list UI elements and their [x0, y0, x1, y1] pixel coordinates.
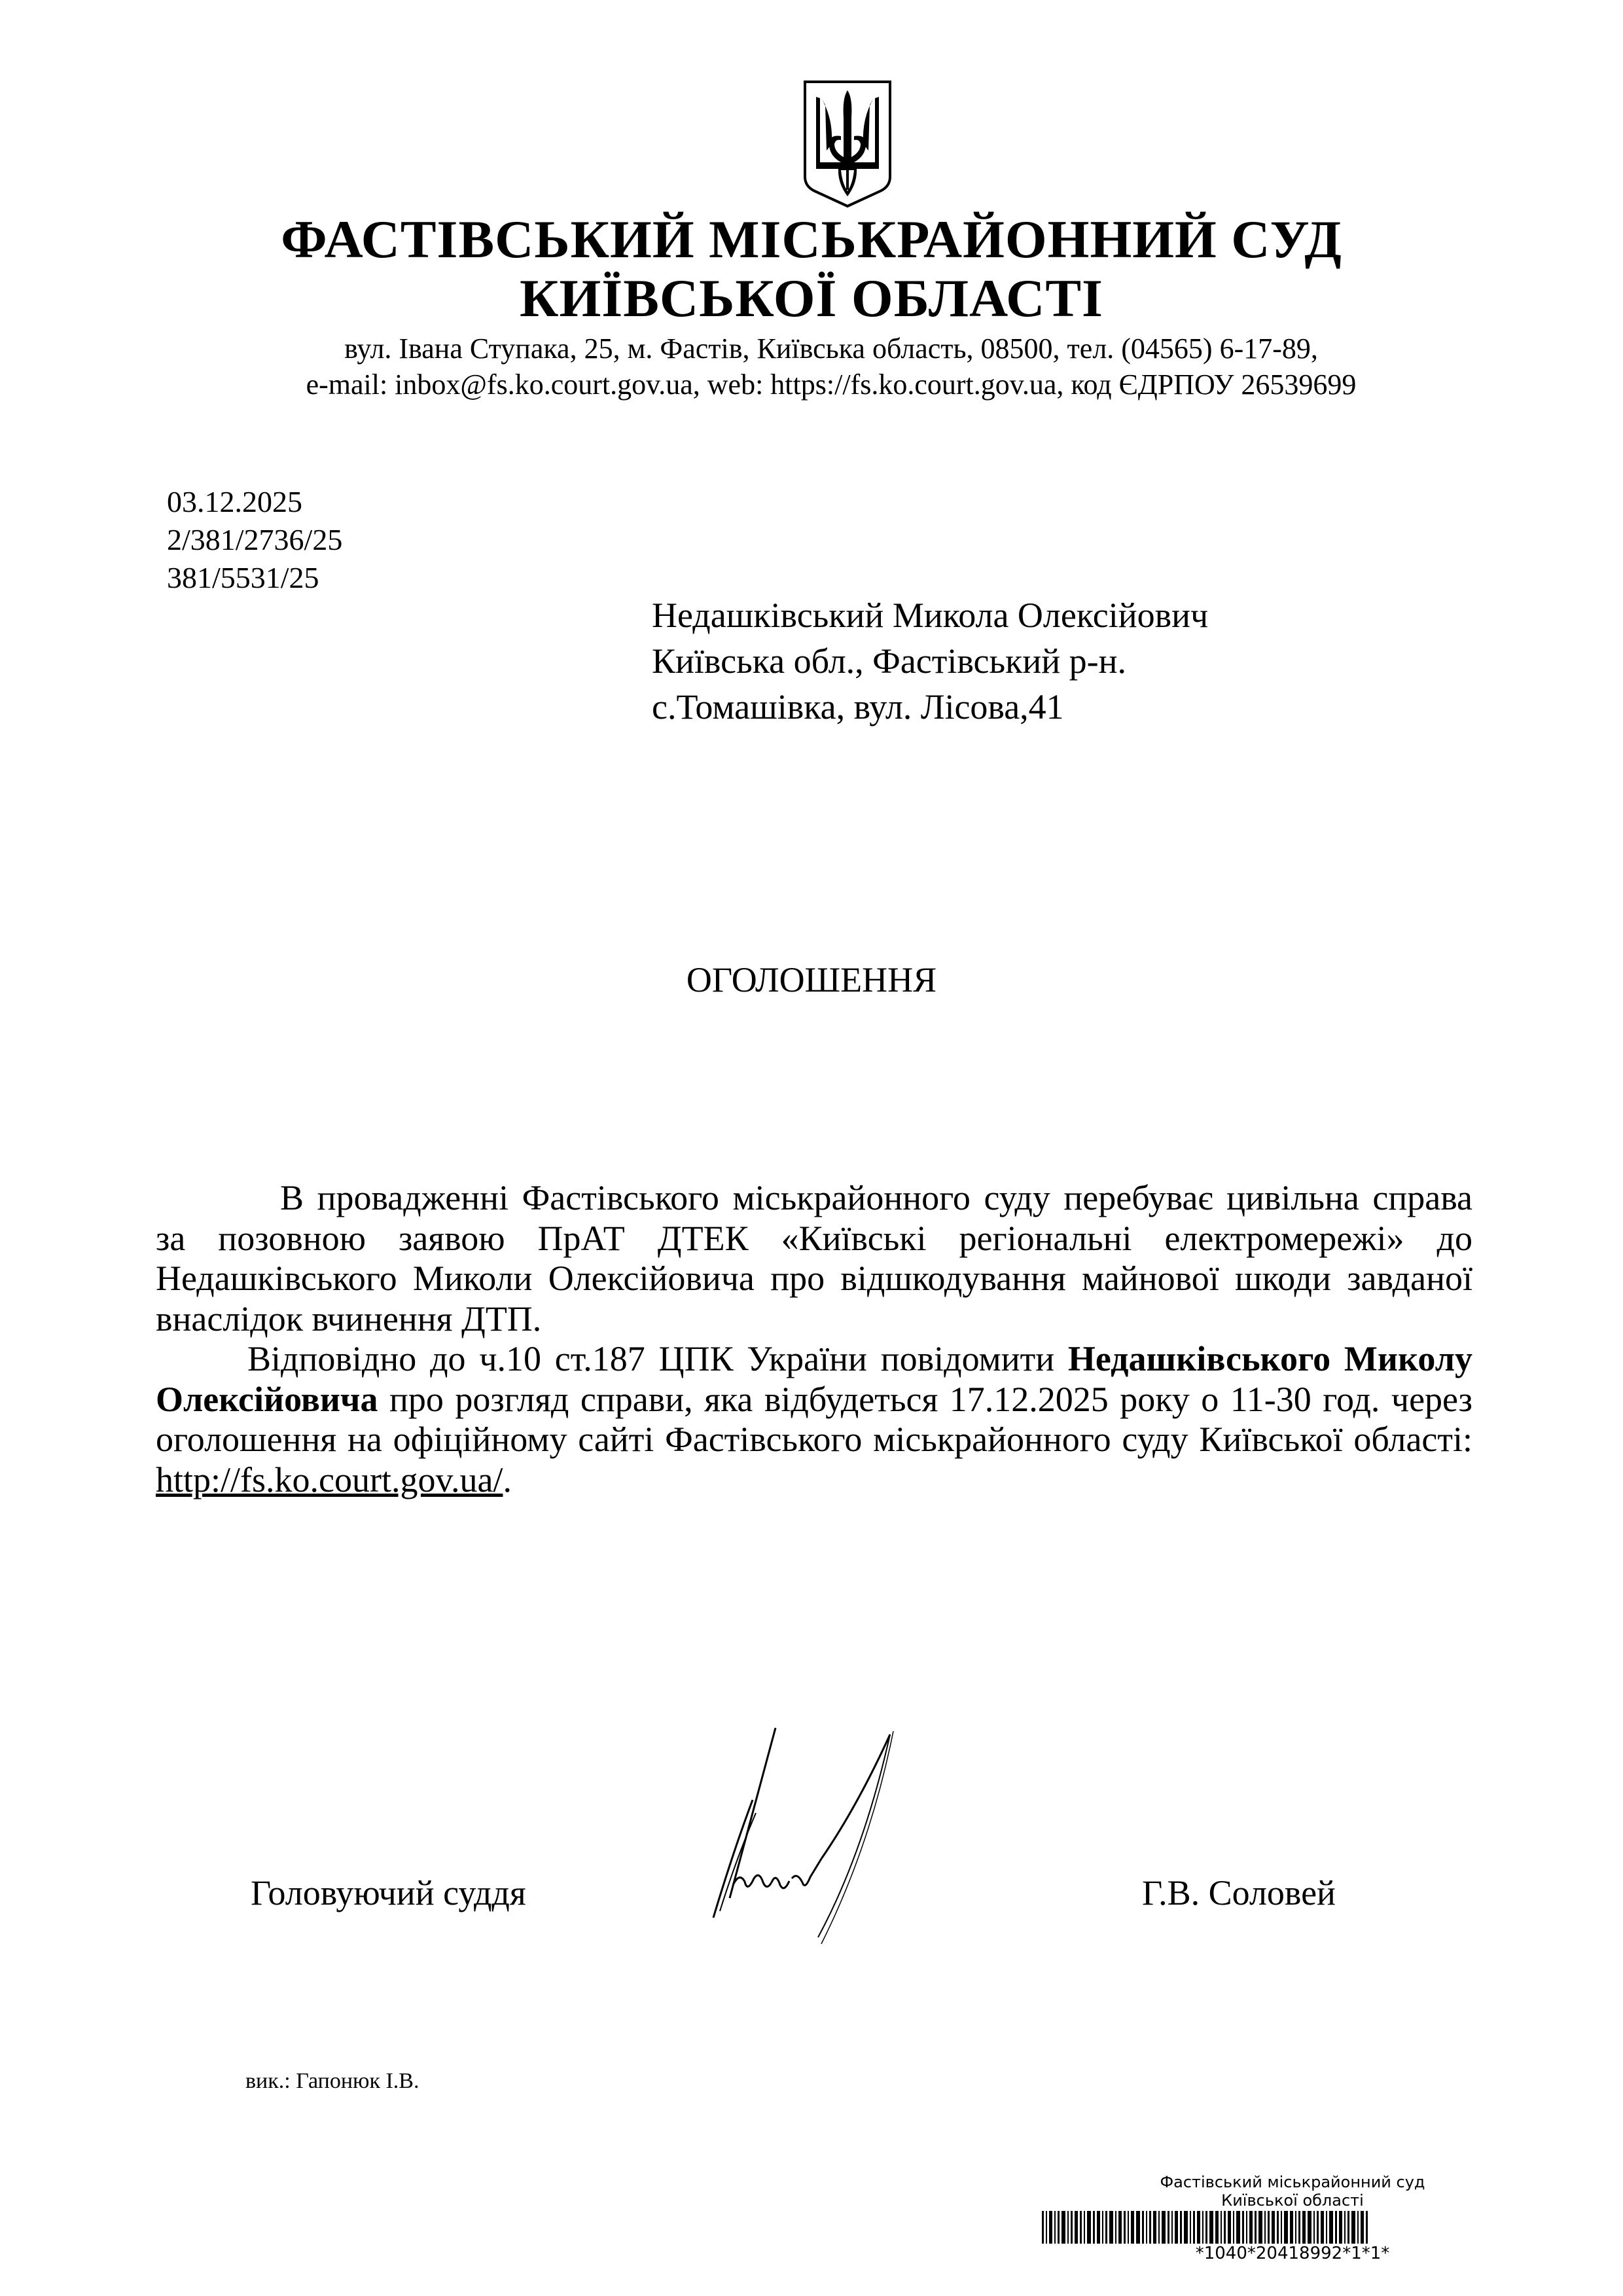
document-heading: ОГОЛОШЕННЯ: [686, 960, 937, 999]
defendant-name-bold: Недашківського Миколу Олексійовича: [156, 1339, 1472, 1419]
registration-stamp: [1027, 2173, 1558, 2263]
recipient-name: Недашківський Микола Олексійович: [652, 596, 1209, 635]
recipient-street: с.Томашівка, вул. Лісова,41: [652, 687, 1064, 726]
court-contacts: e-mail: inbox@fs.ko.court.gov.ua, web: https://fs.ko.court.gov.ua, код ЄДРПОУ 26539699: [306, 368, 1357, 401]
document-body: [156, 1178, 1472, 1500]
court-address: вул. Івана Ступака, 25, м. Фастів, Київська область, 08500, тел. (04565) 6-17-89,: [344, 332, 1318, 365]
paragraph-2-end: .: [503, 1460, 512, 1499]
court-name-line2: КИЇВСЬКОЇ ОБЛАСТІ: [520, 268, 1103, 328]
recipient-block: [652, 592, 1208, 730]
paragraph-2: [156, 1339, 1472, 1500]
paragraph-1: В провадженні Фастівського міськрайонного суду перебуває цивільна справа за позовною заявою ПрАТ ДТЕК «Київські регіональні електромережі» до Недашківського Миколи Олексійовича про відшкодування майнової шкоди завданої внаслідок вчинення ДТП.: [156, 1178, 1472, 1338]
paragraph-2-text: Відповідно до ч.10 ст.187 ЦПК України повідомити: [247, 1339, 1068, 1378]
proceeding-number: 381/5531/25: [167, 561, 319, 594]
coat-of-arms-icon: [802, 79, 893, 209]
court-website-link[interactable]: http://fs.ko.court.gov.ua/: [156, 1460, 503, 1499]
barcode-number: *1040*20418992*1*1*: [1195, 2244, 1390, 2263]
paragraph-2-text-cont: про розгляд справи, яка відбудеться 17.12.2025 року о 11-30 год. через оголошення на офіційному сайті Фастівського міськрайонного суду Київської області:: [156, 1379, 1472, 1459]
executor-note: вик.: Гапонюк І.В.: [245, 2069, 419, 2093]
document-references: [167, 483, 342, 597]
handwritten-signature-icon: [707, 1721, 1021, 1996]
stamp-court-region: Київської області: [1221, 2191, 1364, 2210]
stamp-court-name: Фастівський міськрайонний суд: [1160, 2173, 1425, 2191]
barcode-icon: [1027, 2211, 1558, 2244]
court-name-line1: ФАСТІВСЬКИЙ МІСЬКРАЙОННИЙ СУД: [281, 209, 1342, 269]
document-date: 03.12.2025: [167, 485, 302, 518]
case-number: 2/381/2736/25: [167, 523, 343, 556]
recipient-region: Київська обл., Фастівський р-н.: [652, 641, 1127, 681]
judge-name: Г.В. Соловей: [1142, 1873, 1336, 1912]
signature-position: Головуючий суддя: [251, 1873, 526, 1912]
